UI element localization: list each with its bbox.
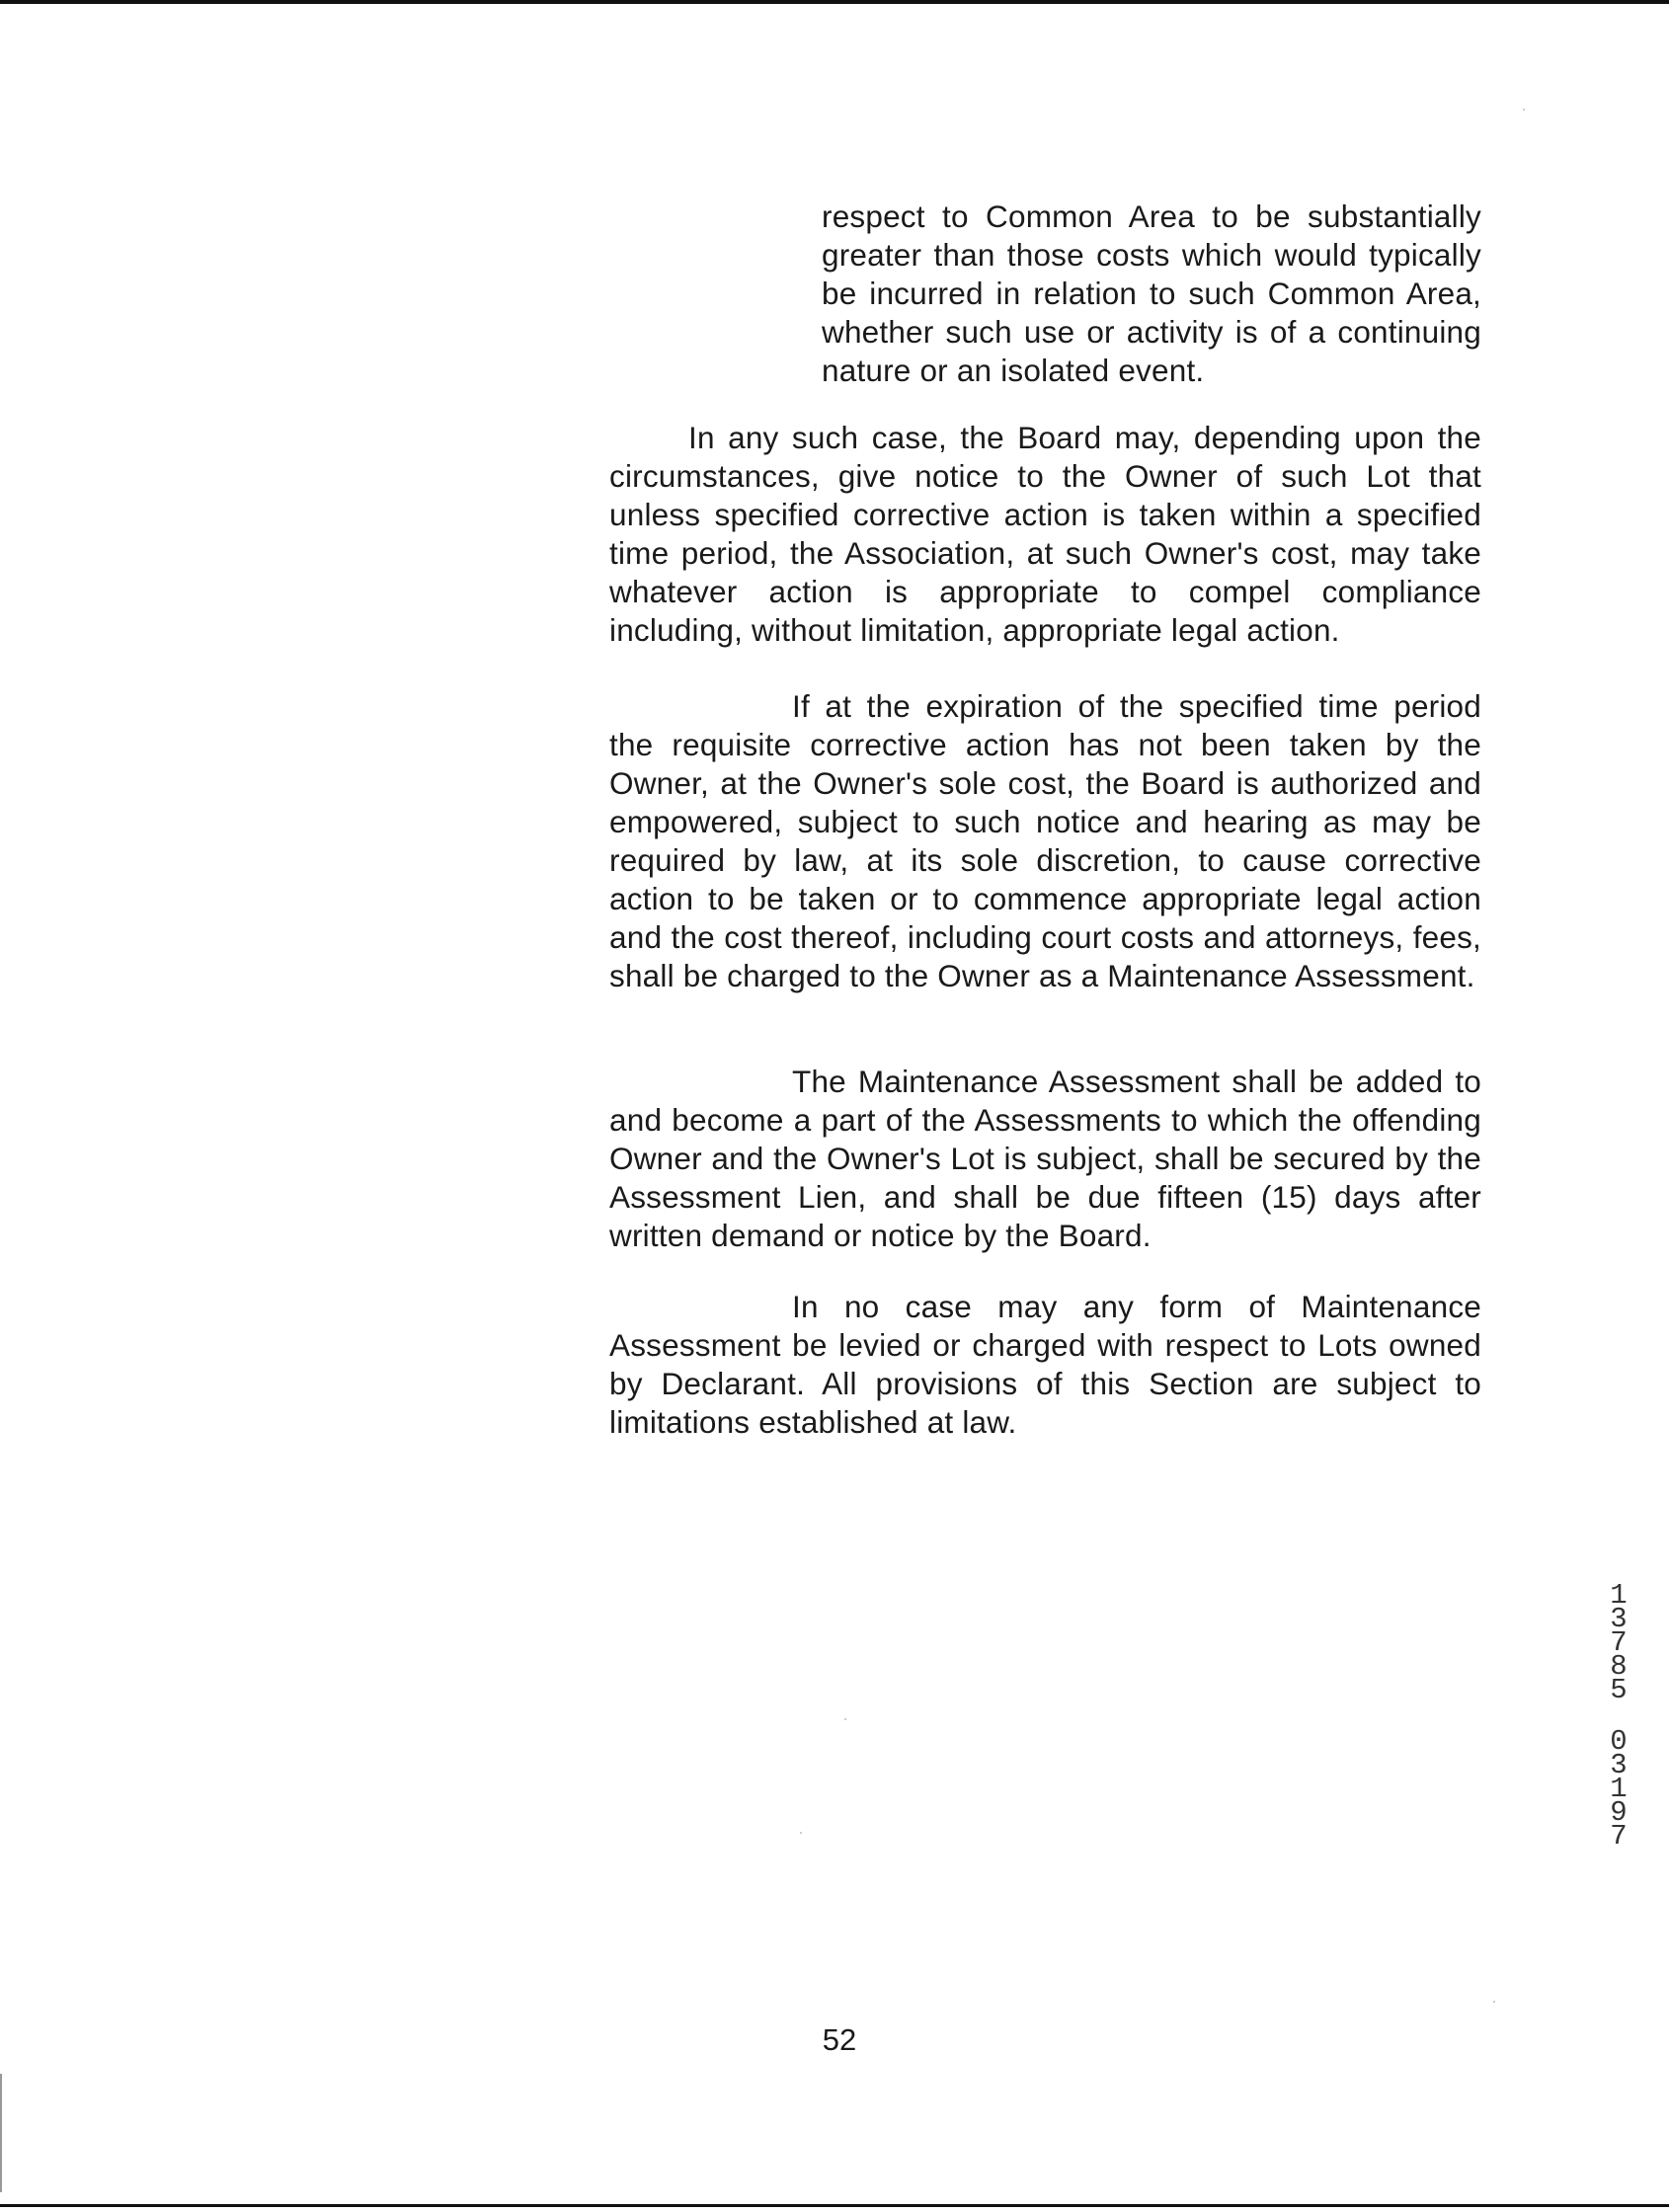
scan-edge-left <box>0 2074 2 2192</box>
scan-border-top <box>0 0 1669 4</box>
recording-stamp-part-2: 03197 <box>1610 1725 1628 1853</box>
paragraph-assessment-lien: The Maintenance Assessment shall be added to and become a part of the Assessments to which the offending Owner and the Owner's Lot is subject, shall be secured by the Assessment Lien, and shall be due fifteen (15) days after written demand or notice by the Board. <box>609 1064 1481 1253</box>
recording-stamp <box>1606 1579 1631 1853</box>
scan-border-bottom <box>0 2204 1669 2207</box>
scan-speck <box>1523 109 1525 111</box>
paragraph-notice: In any such case, the Board may, depending upon the circumstances, give notice to the Owner of such Lot that unless specified corrective action is taken within a specified time period, the Association, at such Owner's cost, may take whatever action is appropriate to compel compliance including, without limitation, appropriate legal action. <box>609 420 1481 648</box>
scan-speck <box>800 1832 802 1834</box>
scan-speck <box>844 1718 846 1720</box>
recording-stamp-part-1: 13785 <box>1610 1579 1628 1706</box>
paragraph-declarant-exemption: In no case may any form of Maintenance Assessment be levied or charged with respect to Lots owned by Declarant. All provisions of this Section are subject to limitations established at law. <box>609 1289 1481 1440</box>
page-number: 52 <box>822 2022 857 2057</box>
paragraph-corrective-action: If at the expiration of the specified time period the requisite corrective action has not been taken by the Owner, at the Owner's sole cost, the Board is authorized and empowered, subject to such notice and hearing as may be required by law, at its sole discretion, to cause corrective action to be taken or to commence appropriate legal action and the cost thereof, including court costs and attorneys, fees, shall be charged to the Owner as a Maintenance Assessment. <box>609 688 1481 993</box>
continuation-paragraph: respect to Common Area to be substantially greater than those costs which would typically be incurred in relation to such Common Area, whether such use or activity is of a continuing nature or an isolated event. <box>822 198 1481 388</box>
scan-speck <box>1493 2001 1495 2003</box>
